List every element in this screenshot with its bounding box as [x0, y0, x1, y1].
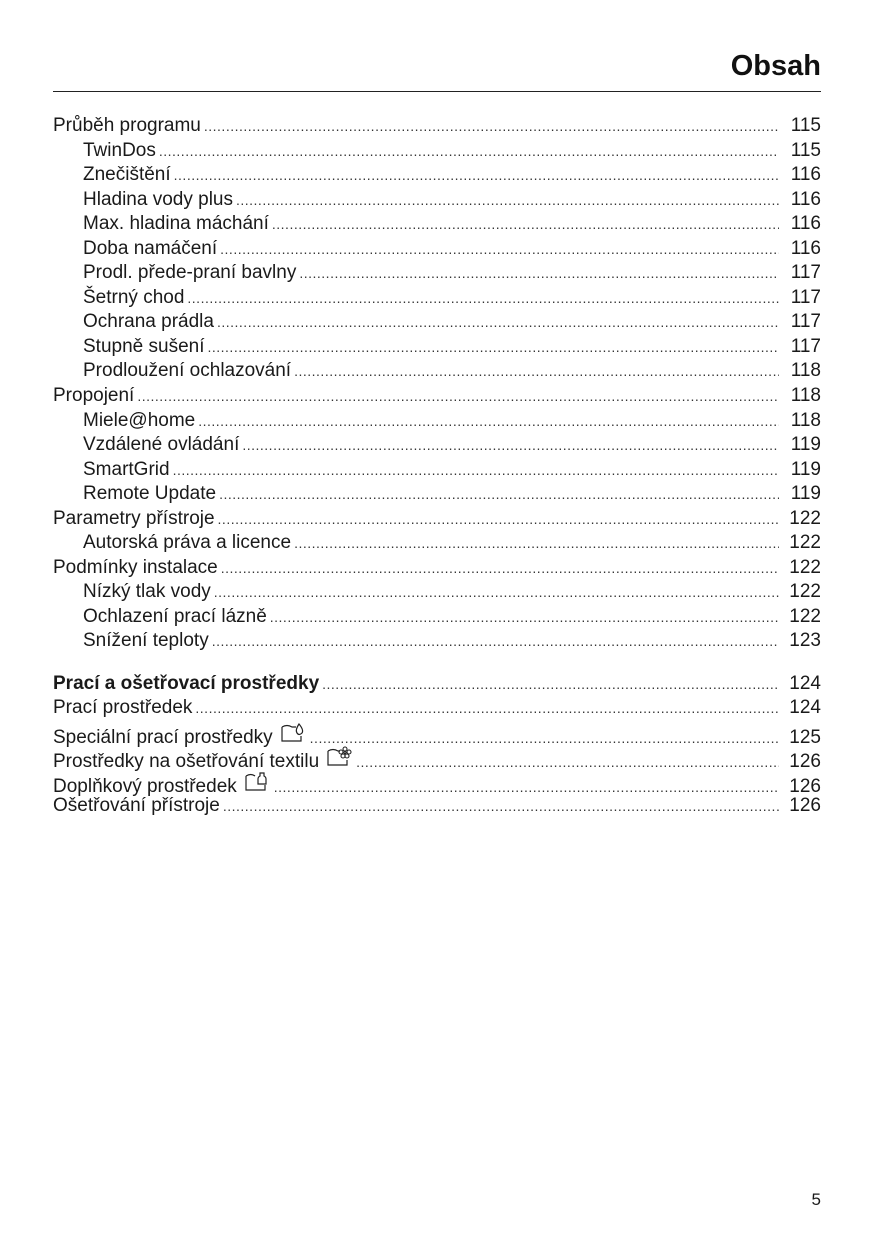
toc-entry-label: [53, 458, 170, 482]
dot-leader: [187, 286, 779, 310]
toc-entry-text: Šetrný chod: [83, 286, 185, 308]
toc-entry-page: 118: [790, 385, 821, 407]
toc-entry-label: [53, 212, 269, 236]
toc-entry-page: 115: [790, 115, 821, 136]
page-number: 5: [811, 1190, 821, 1209]
toc-entry-text: Miele@home: [83, 409, 196, 431]
toc-entry[interactable]: [53, 794, 821, 819]
section-gap: [53, 654, 821, 672]
toc-entry-text: Ochrana prádla: [83, 311, 214, 333]
toc-entry-label: [53, 531, 291, 555]
dot-leader: [272, 212, 779, 236]
dot-leader: [214, 580, 779, 604]
toc-entry-label: [53, 672, 319, 696]
toc-entry-text: Ochlazení prací lázně: [83, 605, 267, 627]
toc-entry-page: 119: [790, 483, 821, 505]
toc-entry[interactable]: [53, 114, 821, 139]
toc-entry-page: 125: [789, 726, 821, 748]
toc-entry[interactable]: [53, 507, 821, 532]
capsule-drop-icon: [279, 721, 307, 743]
dot-leader: [207, 335, 779, 359]
dot-leader: [198, 409, 779, 433]
toc-entry[interactable]: [53, 531, 821, 556]
toc-entry-label: [53, 237, 217, 261]
dot-leader: [356, 750, 779, 774]
toc-entry-text: SmartGrid: [83, 458, 170, 480]
toc-entry-text: Propojení: [53, 385, 135, 407]
toc-entry-text: Stupně sušení: [83, 335, 205, 357]
toc-entry[interactable]: [53, 286, 821, 311]
toc-entry-label: [53, 384, 134, 408]
toc-entry[interactable]: [53, 605, 821, 630]
toc-entry[interactable]: [53, 721, 821, 746]
dot-leader: [294, 531, 779, 555]
dot-leader: [217, 310, 779, 334]
dot-leader: [159, 139, 779, 163]
toc-entry-text: Autorská práva a licence: [83, 532, 292, 554]
dot-leader: [220, 237, 779, 261]
toc-entry-label: [53, 556, 218, 580]
toc-entry-page: 122: [789, 556, 821, 578]
toc-entry-label: [53, 163, 171, 187]
dot-leader: [236, 188, 779, 212]
toc-entry-label: [53, 139, 156, 163]
toc-entry[interactable]: [53, 629, 821, 654]
capsule-flower-icon: [325, 745, 353, 767]
dot-leader: [299, 261, 779, 285]
dot-leader: [212, 629, 779, 653]
toc-entry[interactable]: [53, 212, 821, 237]
toc-entry-text: TwinDos: [83, 139, 156, 161]
dot-leader: [204, 114, 779, 138]
toc-entry-text: Vzdálené ovládání: [83, 434, 240, 456]
toc-entry-text: Hladina vody plus: [83, 188, 233, 210]
toc-entry[interactable]: [53, 335, 821, 360]
dot-leader: [195, 696, 779, 720]
toc-entry-text: Speciální prací prostředky: [53, 726, 273, 748]
toc-entry[interactable]: [53, 458, 821, 483]
toc-entry-page: 116: [790, 164, 821, 186]
toc-entry-page: 122: [789, 605, 821, 627]
toc-entry-page: 122: [789, 581, 821, 603]
toc-entry-label: [53, 605, 267, 629]
toc-entry-page: 117: [790, 286, 821, 308]
toc-entry-label: [53, 696, 192, 720]
toc-entry-text: Max. hladina máchání: [83, 213, 269, 235]
toc-entry-page: 116: [790, 213, 821, 235]
toc-entry-text: Průběh programu: [53, 115, 201, 136]
toc-entry[interactable]: [53, 409, 821, 434]
dot-leader: [219, 482, 779, 506]
toc-entry[interactable]: [53, 237, 821, 262]
toc-entry-label: [53, 482, 216, 506]
toc-entry-page: 118: [790, 360, 821, 382]
toc-entry-page: 117: [790, 335, 821, 357]
dot-leader: [270, 605, 779, 629]
dot-leader: [221, 556, 779, 580]
toc-entry-page: 116: [790, 188, 821, 210]
toc-entry-label: [53, 286, 184, 310]
toc-entry-text: Remote Update: [83, 483, 217, 505]
toc-entry-page: 122: [789, 532, 821, 554]
toc-entry[interactable]: [53, 139, 821, 164]
dot-leader: [294, 359, 779, 383]
dot-leader: [242, 433, 779, 457]
toc-entry-text: Prostředky na ošetřování textilu: [53, 751, 320, 773]
toc-entry-text: Prodloužení ochlazování: [83, 360, 292, 382]
dot-leader: [174, 163, 779, 187]
toc-entry-label: [53, 794, 220, 818]
capsule-bottle-icon: [243, 770, 271, 792]
toc-entry-text: Znečištění: [83, 164, 171, 186]
toc-entry-text: Doplňkový prostředek: [53, 775, 237, 797]
toc-entry-page: 118: [790, 409, 821, 431]
toc-entry-label: [53, 629, 209, 653]
toc-entry[interactable]: [53, 163, 821, 188]
toc-entry[interactable]: [53, 310, 821, 335]
toc-entry[interactable]: [53, 188, 821, 213]
toc-entry-text: Parametry přístroje: [53, 507, 215, 529]
toc-entry-label: [53, 433, 239, 457]
toc-entry-label: [53, 335, 204, 359]
toc-entry-label: [53, 359, 291, 383]
dot-leader: [173, 458, 779, 482]
toc-entry-text: Doba namáčení: [83, 237, 218, 259]
toc-entry-page: 124: [789, 672, 821, 694]
toc-entry-label: [53, 188, 233, 212]
toc-entry-label: [53, 114, 201, 138]
toc-entry-page: 123: [789, 630, 821, 652]
toc-entry[interactable]: [53, 696, 821, 721]
toc-entry[interactable]: [53, 580, 821, 605]
toc-entry[interactable]: [53, 261, 821, 286]
toc-entry-page: 126: [789, 795, 821, 817]
toc-entry-text: Nízký tlak vody: [83, 581, 211, 603]
toc-entry-text: Prací a ošetřovací prostředky: [53, 672, 320, 694]
toc-entry[interactable]: [53, 672, 821, 697]
toc-entry-page: 116: [790, 237, 821, 259]
table-of-contents: [53, 114, 821, 819]
toc-entry-label: [53, 310, 214, 334]
dot-leader: [218, 507, 779, 531]
toc-entry-page: 117: [790, 311, 821, 333]
toc-entry-page: 122: [789, 507, 821, 529]
toc-entry-text: Prací prostředek: [53, 697, 193, 719]
toc-entry[interactable]: [53, 384, 821, 409]
toc-entry-label: [53, 580, 211, 604]
toc-entry[interactable]: [53, 482, 821, 507]
toc-entry[interactable]: [53, 359, 821, 384]
dot-leader: [322, 672, 779, 696]
dot-leader: [223, 794, 779, 818]
dot-leader: [310, 726, 779, 750]
toc-entry[interactable]: [53, 433, 821, 458]
toc-entry-text: Ošetřování přístroje: [53, 795, 220, 817]
toc-entry-page: 117: [790, 262, 821, 284]
toc-entry-page: 126: [789, 775, 821, 797]
toc-entry-page: 119: [790, 458, 821, 480]
toc-entry-page: 115: [790, 139, 821, 161]
header-rule: [53, 91, 821, 92]
dot-leader: [137, 384, 779, 408]
toc-entry-text: Snížení teploty: [83, 630, 209, 652]
toc-entry-label: [53, 409, 195, 433]
toc-entry[interactable]: [53, 556, 821, 581]
toc-entry-page: 124: [789, 697, 821, 719]
toc-entry-label: [53, 507, 215, 531]
toc-entry-page: 126: [789, 751, 821, 773]
page-title: Obsah: [730, 50, 821, 82]
toc-entry-text: Prodl. přede-praní bavlny: [83, 262, 297, 284]
toc-entry-label: [53, 261, 296, 285]
toc-entry-text: Podmínky instalace: [53, 556, 218, 578]
toc-entry-page: 119: [790, 434, 821, 456]
